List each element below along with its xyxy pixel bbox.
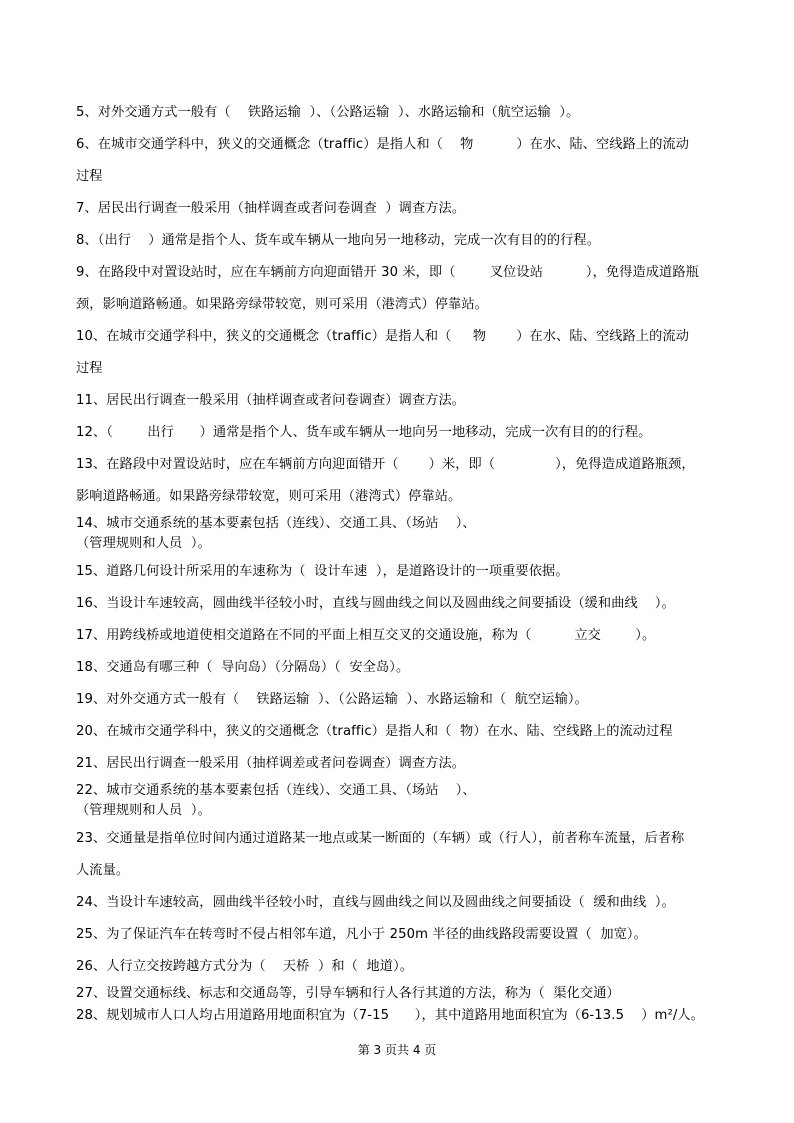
text-line: 颈，影响道路畅通。如果路旁绿带较宽，则可采用（港湾式）停靠站。 bbox=[76, 297, 488, 312]
text-line: 14、城市交通系统的基本要素包括（连线）、交通工具、（场站 ）、 bbox=[76, 516, 476, 531]
text-line: 8、（出行 ）通常是指个人、货车或车辆从一地向另一地移动，完成一次有目的的行程。 bbox=[76, 233, 600, 248]
text-line: 过程 bbox=[76, 361, 103, 376]
text-line: 16、当设计车速较高，圆曲线半径较小时，直线与圆曲线之间以及圆曲线之间要插设（缓和曲线 ）。 bbox=[76, 596, 675, 611]
text-line: （管理规则和人员 ）。 bbox=[76, 536, 211, 551]
text-line: 12、（ 出行 ）通常是指个人、货车或车辆从一地向另一地移动，完成一次有目的的行程。 bbox=[76, 425, 652, 440]
text-line: 影响道路畅通。如果路旁绿带较宽，则可采用（港湾式）停靠站。 bbox=[76, 489, 462, 504]
text-line: 过程 bbox=[76, 169, 103, 184]
text-line: 19、对外交通方式一般有（ 铁路运输 ）、（公路运输 ）、水路运输和（ 航空运输）。 bbox=[76, 692, 588, 707]
text-line: 5、对外交通方式一般有（ 铁路运输 ）、（公路运输 ）、水路运输和（航空运输 ）。 bbox=[76, 105, 580, 120]
text-line: 20、在城市交通学科中，狭义的交通概念（traffic）是指人和（ 物）在水、陆、空线路上的流动过程 bbox=[76, 724, 673, 739]
text-line: 27、设置交通标线、标志和交通岛等，引导车辆和行人各行其道的方法，称为（ 渠化交通） bbox=[76, 986, 620, 1001]
text-line: 人流量。 bbox=[76, 863, 130, 878]
text-line: 7、居民出行调查一般采用（抽样调查或者问卷调查 ）调查方法。 bbox=[76, 201, 466, 216]
text-line: 18、交通岛有哪三种（ 导向岛）（分隔岛）（ 安全岛）。 bbox=[76, 660, 410, 675]
text-line: 11、居民出行调查一般采用（抽样调查或者问卷调查）调查方法。 bbox=[76, 393, 466, 408]
page-number-footer: 第 3 页共 4 页 bbox=[357, 1043, 437, 1057]
text-line: 24、当设计车速较高，圆曲线半径较小时，直线与圆曲线之间以及圆曲线之间要插设（ 缓和曲线 ）。 bbox=[76, 895, 675, 910]
text-line: 10、在城市交通学科中，狭义的交通概念（traffic）是指人和（ 物 ）在水、陆、空线路上的流动 bbox=[76, 329, 689, 344]
text-line: 26、人行立交按跨越方式分为（ 天桥 ）和（ 地道）。 bbox=[76, 959, 414, 974]
text-line: 6、在城市交通学科中，狭义的交通概念（traffic）是指人和（ 物 ）在水、陆、空线路上的流动 bbox=[76, 137, 690, 152]
text-line: 9、在路段中对置设站时，应在车辆前方向迎面错开 30 米，即（ 叉位设站 ），免得造成道路瓶 bbox=[76, 265, 699, 280]
text-line: 13、在路段中对置设站时，应在车辆前方向迎面错开（ ）米，即（ ），免得造成道路瓶颈， bbox=[76, 457, 695, 472]
text-line: 17、用跨线桥或地道使相交道路在不同的平面上相互交叉的交通设施，称为（ 立交 ）。 bbox=[76, 628, 656, 643]
text-line: 15、道路几何设计所采用的车速称为（ 设计车速 ），是道路设计的一项重要依据。 bbox=[76, 564, 569, 579]
text-line: 23、交通量是指单位时间内通过道路某一地点或某一断面的（车辆）或（行人），前者称车流量，后者称 bbox=[76, 831, 685, 846]
text-line: 22、城市交通系统的基本要素包括（连线）、交通工具、（场站 ）、 bbox=[76, 783, 476, 798]
text-line: 28、规划城市人口人均占用道路用地面积宜为（7-15 ），其中道路用地面积宜为（6-13.5 ）m²/人。 bbox=[76, 1008, 704, 1023]
text-line: （管理规则和人员 ）。 bbox=[76, 803, 211, 818]
text-line: 25、为了保证汽车在转弯时不侵占相邻车道，凡小于 250m 半径的曲线路段需要设置（ 加宽）。 bbox=[76, 927, 647, 942]
text-line: 21、居民出行调查一般采用（抽样调差或者问卷调查）调查方法。 bbox=[76, 756, 466, 771]
